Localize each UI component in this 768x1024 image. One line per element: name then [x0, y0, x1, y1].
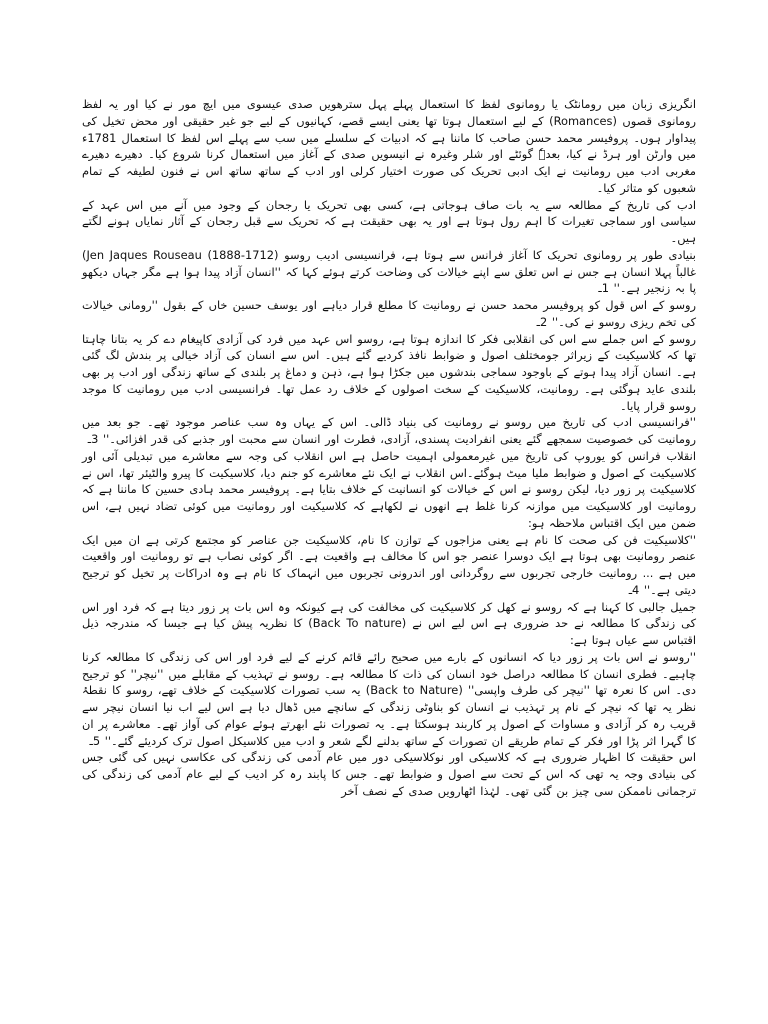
paragraph-5: روسو کے اس جملے سے اس کی انقلابی فکر کا اندازہ ہوتا ہے، روسو اس عہد میں فرد کی آزادی کاپیغام دے کر یہ بتانا چاہتا تھا کہ کلاسیکیت کے زیراثر جومختلف اصول و ضوابط نافذ کردیے گئے ہیں۔ اس سے انسان کی آزاد خیالی پر بندش لگ گئی ہے۔ انسان آزاد پیدا ہوتے کے باوجود سماجی بندشوں میں جکڑا ہوا ہے، ذہن و دماغ پر بلندی کے ساتھ زندگی اور ادب پر بھی بلندی عاید ہوگئی ہے۔ رومانیت، کلاسیکیت کے سخت اصولوں کے خلاف رد عمل تھا۔ فرانسیسی ادب میں رومانیت کا موجد روسو قرار پایا۔: [82, 331, 696, 413]
paragraph-2: ادب کی تاریخ کے مطالعہ سے یہ بات صاف ہوجاتی ہے، کسی بھی تحریک یا رجحان کے وجود میں آنے میں اس عہد کے سیاسی اور سماجی تغیرات کا اہم رول ہوتا ہے اور یہ بھی حقیقت ہے کہ تحریک سے قبل رجحان کے آثار نمایاں ہونے لگتے ہیں۔: [82, 197, 696, 245]
paragraph-7: انقلاب فرانس کو یوروپ کی تاریخ میں غیرمعمولی اہمیت حاصل ہے اس انقلاب کی وجہ سے معاشرے میں تبدیلی آئی اور کلاسیکیت کے اصول و ضوابط ملیا میٹ ہوگئے۔اس انقلاب نے ایک نئے معاشرے کو جنم دیا، کلاسیکیت کا پیرو والٹیئر تھا، اس نے کلاسیکیت پر زور دیا، لیکن روسو نے اس کے خیالات کو انسانیت کے خلاف بتایا ہے۔ پروفیسر محمد ہادی حسین کا ماننا ہے کہ رومانیت اور کلاسیکیت میں موازنہ کرنا غلط ہے انھوں نے لکھاہے کہ کلاسیکیت اور رومانیت میں کوئی تضاد نہیں ہے، اس ضمن میں ایک اقتباس ملاحظہ ہو:: [82, 448, 696, 530]
paragraph-8: جمیل جالبی کا کہنا ہے کہ روسو نے کھل کر کلاسیکیت کی مخالفت کی ہے کیونکہ وہ اس بات پر زور دیتا ہے کہ فرد اور اس کی زندگی کا مطالعہ نے حد ضروری ہے اس لیے اس نے (Back To nature) کا نظریہ پیش کیا ہے جیسا کہ مندرجہ ذیل اقتباس سے عیاں ہوتا ہے:: [82, 599, 697, 647]
paragraph-9: اس حقیقت کا اظہار ضروری ہے کہ کلاسیکی اور نوکلاسیکی دور میں عام آدمی کی زندگی کی عکاسی نہیں کی گئی جس کی بنیادی وجہ یہ تھی کہ اس کے تحت سے اصول و ضوابط تھے۔ جس کا پابند رہ کر ادیب کے لیے عام آدمی کی زندگی کی ترجمانی ناممکن سی چیز بن گئی تھی۔ لہٰذا اٹھارویں صدی کے نصف آخر: [82, 750, 696, 798]
paragraph-1: انگریزی زبان میں رومانٹک یا رومانوی لفظ کا استعمال پہلے پہل سترھویں صدی عیسوی میں ایچ مور نے کیا اور یہ لفظ رومانوی قصوں (Romances) کے لیے استعمال ہوتا تھا یعنی ایسے قصے، کہانیوں کے لیے جو غیر حقیقی اور محض تخیل کی پیداوار ہوں۔ پروفیسر محمد حسن صاحب کا ماننا ہے کہ ادبیات کے سلسلے میں سب سے پہلے اس لفظ کا استعمال 1781ء میں وارٹن اور ہرڈ نے کیا، بعدہٗ گوئٹے اور شلر وغیرہ نے انیسویں صدی کے آغاز میں استعمال کرنا شروع کیا۔ دھیرے دھیرے مغربی ادب میں رومانیت نے ایک ادبی تحریک کی صورت اختیار کرلی اور ادب کے ساتھ ساتھ اس نے فنون لطیفہ کے تمام شعبوں کو متاثر کیا۔: [82, 97, 696, 195]
paragraph-4: روسو کے اس قول کو پروفیسر محمد حسن نے رومانیت کا مطلع قرار دیاہے اور یوسف حسین خاں کے بقول ''رومانی خیالات کی تخم ریزی روسو نے کی۔'' 2ـ: [82, 298, 696, 329]
quote-2: ''روسو نے اس بات پر زور دیا کہ انسانوں کے بارے میں صحیح رائے قائم کرنے کے لیے فرد اور اس کی زندگی کا مطالعہ کرنا چاہیے۔ فطری انسان کا مطالعہ دراصل خود انسان کی ذات کا مطالعہ ہے۔ روسو نے تہذیب کے مقابلے میں ''نیچر'' کو ترجیح دی۔ اس کا نعرہ تھا ''نیچر کی طرف واپسی'' (Back to Nature) یہ سب تصورات کلاسیکیت کے خلاف تھے، روسو کا نقطۂ نظر یہ تھا کہ نیچر کے نام پر تہذیب نے انسان کو بناوٹی زندگی کے سانچے میں ڈھال دیا ہے اس لیے اب نیا انسان نیچر سے قریب رہ کر آزادی و مساوات کے اصول پر کاربند ہوسکتا ہے۔ یہ تصورات نئے ابھرتے ہوئے عوام کی آواز تھے۔ معاشرے پر ان کا گہرا اثر پڑا اور فکر کے تمام طریقے ان تصورات کے ساتھ بدلنے لگے شعر و ادب میں کلاسیکل اصول ترک کردیئے گئے۔'' 5ـ: [82, 649, 696, 748]
paragraph-3: بنیادی طور پر رومانوی تحریک کا آغاز فرانس سے ہوتا ہے، فرانسیسی ادیب روسو (1712-1888) Jen Jaques Rouseau) غالباً پہلا انسان ہے جس نے اس تعلق سے اپنے خیالات کی وضاحت کرتے ہوئے کہا کہ ''انسان آزاد پیدا ہوا ہے مگر جہاں دیکھو پا بہ زنجیر ہے۔'' 1ـ: [82, 247, 696, 296]
quote-1: ''کلاسیکیت فن کی صحت کا نام ہے یعنی مزاجوں کے توازن کا نام، کلاسیکیت جن عناصر کو مجتمع کرتی ہے ان میں ایک عنصر رومانیت بھی ہوتا ہے ایک دوسرا عنصر جو اس کا مخالف ہے واقعیت ہے۔ اگر کوئی نصاب ہے تو رومانیت اور واقعیت میں ہے ... رومانیت خارجی تجربوں سے روگردانی اور اندرونی تجربوں میں انہماک کا نام ہے وہ ادراکات پر تخیل کو ترجیح دیتی ہے۔'' 4ـ: [82, 532, 696, 597]
body-text: [82, 96, 696, 800]
paragraph-6: ''فرانسیسی ادب کی تاریخ میں روسو نے رومانیت کی بنیاد ڈالی۔ اس کے یہاں وہ سب عناصر موجود تھے۔ جو بعد میں رومانیت کی خصوصیت سمجھے گئے یعنی انفرادیت پسندی، آزادی، فطرت اور انسان سے محبت اور جذبے کی قدر افزائی۔'' 3ـ: [82, 415, 696, 446]
